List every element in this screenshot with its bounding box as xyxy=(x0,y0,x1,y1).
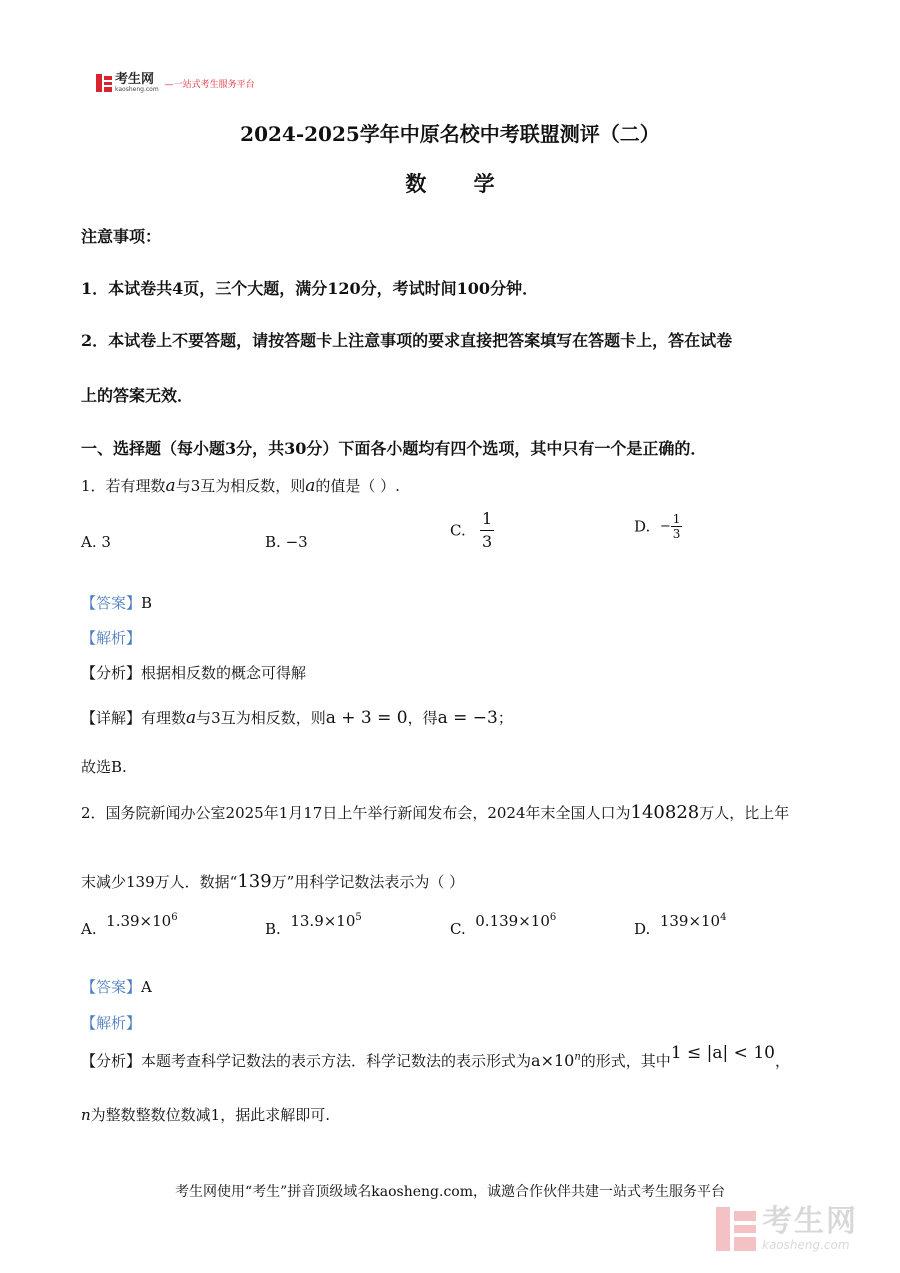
brand-domain: kaosheng.com xyxy=(115,85,159,93)
q1-analysis-tag: 【解析】 xyxy=(81,629,142,647)
notice-item-2-line1: 2．本试卷上不要答题，请按答题卡上注意事项的要求直接把答案填写在答题卡上，答在试卷 xyxy=(81,331,733,350)
q2-option-b: B. $13.9\times 10^5$ xyxy=(265,912,362,938)
q2-analysis-tag: 【解析】 xyxy=(81,1014,142,1032)
q2-option-c: C. $0.139\times 10^6$ xyxy=(450,912,557,938)
page-footer: 考生网使用“考生”拼音顶级域名kaosheng.com，诚邀合作伙伴共建一站式考生服务平台 xyxy=(174,1184,726,1200)
kaosheng-watermark-icon xyxy=(716,1207,756,1251)
exam-title: 2024-2025学年中原名校中考联盟测评（二） xyxy=(240,122,660,146)
q1-detail: 【详解】有理数a与3互为相反数，则a + 3 = 0，得a = −3； xyxy=(81,708,513,728)
kaosheng-logo-icon xyxy=(96,74,112,92)
q2-option-a: A. $1.39\times 10^6$ xyxy=(81,912,178,938)
watermark-logo xyxy=(716,1206,858,1252)
watermark-name: 考生网 xyxy=(762,1204,858,1239)
q2-fenxi: 【分析】本题考查科学记数法的表示方法．科学记数法的表示形式为$a\times 10^n$的形式，其中1 ≤ |a| < 10， xyxy=(81,1043,790,1070)
q1-option-c: C. $\frac{1}{3}$ xyxy=(450,509,493,551)
q1-conclusion: 故选B. xyxy=(81,758,127,776)
fraction-one-third: $\frac{1}{3}$ xyxy=(482,509,493,551)
q1-answer: 【答案】B xyxy=(81,594,153,612)
brand-name: 考生网 xyxy=(115,71,155,87)
q1-option-d: D. − $\frac{1}{3}$ xyxy=(634,512,681,541)
q1-stem: 1．若有理数a与3互为相反数，则a的值是（ ）. xyxy=(81,476,400,496)
q2-stem-line2: 末减少139万人．数据“139万”用科学记数法表示为（ ） xyxy=(81,871,465,892)
q1-option-a: A. 3 xyxy=(81,533,111,551)
q2-stem-line1: 2．国务院新闻办公室2025年1月17日上午举行新闻发布会，2024年末全国人口为140828万人，比上年 xyxy=(81,802,790,823)
q1-fenxi: 【分析】根据相反数的概念可得解 xyxy=(81,664,307,682)
section-heading: 一、选择题（每小题3分，共30分）下面各小题均有四个选项，其中只有一个是正确的． xyxy=(81,439,707,458)
q1-option-b: B. −3 xyxy=(265,533,308,551)
watermark-domain: kaosheng.com xyxy=(762,1238,850,1252)
brand-slogan: —一站式考生服务平台 xyxy=(164,79,255,90)
notice-item-1: 1．本试卷共4页，三个大题，满分120分，考试时间100分钟． xyxy=(81,279,539,298)
brand-logo xyxy=(96,72,255,94)
notice-item-2-line2: 上的答案无效． xyxy=(81,386,194,405)
q2-answer: 【答案】A xyxy=(81,978,152,996)
q2-option-d: D. $139\times 10^4$ xyxy=(634,912,727,938)
fraction-neg-one-third: $\frac{1}{3}$ xyxy=(672,512,681,541)
exam-subject: 数 学 xyxy=(405,171,515,196)
q2-fenxi-line2: n为整数整数位数减1，据此求解即可. xyxy=(81,1106,330,1124)
notice-heading: 注意事项： xyxy=(81,227,162,246)
